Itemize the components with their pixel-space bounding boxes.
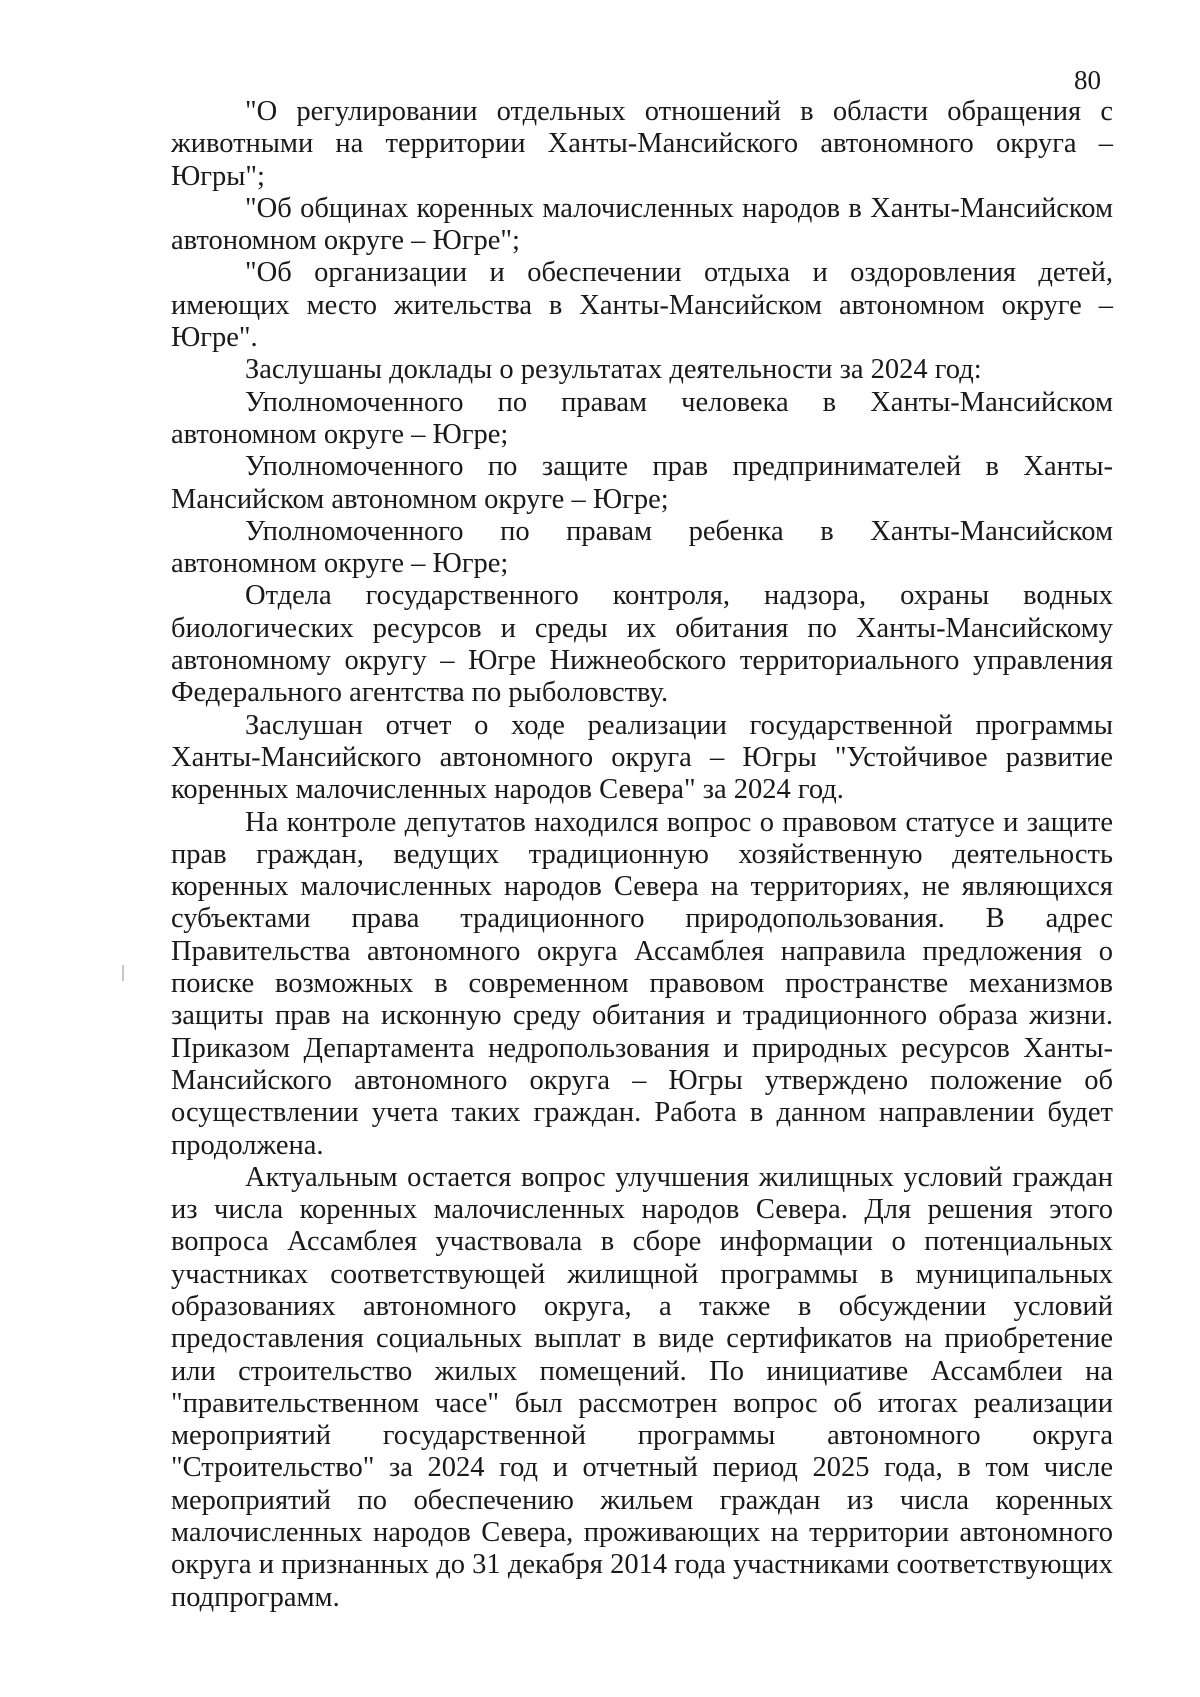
paragraph-law-animals: "О регулировании отдельных отношений в области обращения с животными на территории Ханты-Мансийского автономного округа – Югры"; <box>171 96 1113 192</box>
paragraph-fisheries-department: Отдела государственного контроля, надзора, охраны водных биологических ресурсов и среды их обитания по Ханты-Мансийскому автономному округу – Югре Нижнеобского территориального управления Федерального агентства по рыболовству. <box>171 580 1113 709</box>
scan-artifact <box>122 965 124 981</box>
paragraph-housing: Актуальным остается вопрос улучшения жилищных условий граждан из числа коренных малочисленных народов Севера. Для решения этого вопроса Ассамблея участвовала в сборе информации о потенциальных участниках соответствующей жилищной программы в муниципальных образованиях автономного округа, а также в обсуждении условий предоставления социальных выплат в виде сертификатов на приобретение или строительство жилых помещений. По инициативе Ассамблеи на "правительственном часе" был рассмотрен вопрос об итогах реализации мероприятий государственной программы автономного округа "Строительство" за 2024 год и отчетный период 2025 года, в том числе мероприятий по обеспечению жильем граждан из числа коренных малочисленных народов Севера, проживающих на территории автономного округа и признанных до 31 декабря 2014 года участниками соответствующих подпрограмм. <box>171 1161 1113 1613</box>
page-number: 80 <box>1074 65 1101 95</box>
paragraph-law-children-rest: "Об организации и обеспечении отдыха и оздоровления детей, имеющих место жительства в Ханты-Мансийском автономном округе – Югре". <box>171 257 1113 354</box>
paragraph-reports-heard: Заслушаны доклады о результатах деятельности за 2024 год: <box>245 354 982 386</box>
paragraph-human-rights-ombudsman: Уполномоченного по правам человека в Ханты-Мансийском автономном округе – Югре; <box>171 386 1113 450</box>
paragraph-child-ombudsman: Уполномоченного по правам ребенка в Ханты-Мансийском автономном округе – Югре; <box>171 515 1113 580</box>
document-body <box>171 96 1113 1614</box>
paragraph-legal-status: На контроле депутатов находился вопрос о правовом статусе и защите прав граждан, ведущих традиционную хозяйственную деятельность коренных малочисленных народов Севера на территориях, не являющихся субъектами права традиционного природопользования. В адрес Правительства автономного округа Ассамблея направила предложения о поиске возможных в современном правовом пространстве механизмов защиты прав на исконную среду обитания и традиционного образа жизни. Приказом Департамента недропользования и природных ресурсов Ханты-Мансийского автономного округа – Югры утверждено положение об осуществлении учета таких граждан. Работа в данном направлении будет продолжена. <box>171 806 1113 1161</box>
paragraph-business-ombudsman: Уполномоченного по защите прав предпринимателей в Ханты-Мансийском автономном округе – Югре; <box>171 451 1113 515</box>
paragraph-law-communities: "Об общинах коренных малочисленных народов в Ханты-Мансийском автономном округе – Югре"; <box>171 192 1113 257</box>
paragraph-program-report: Заслушан отчет о ходе реализации государственной программы Ханты-Мансийского автономного округа – Югры "Устойчивое развитие коренных малочисленных народов Севера" за 2024 год. <box>171 709 1113 806</box>
